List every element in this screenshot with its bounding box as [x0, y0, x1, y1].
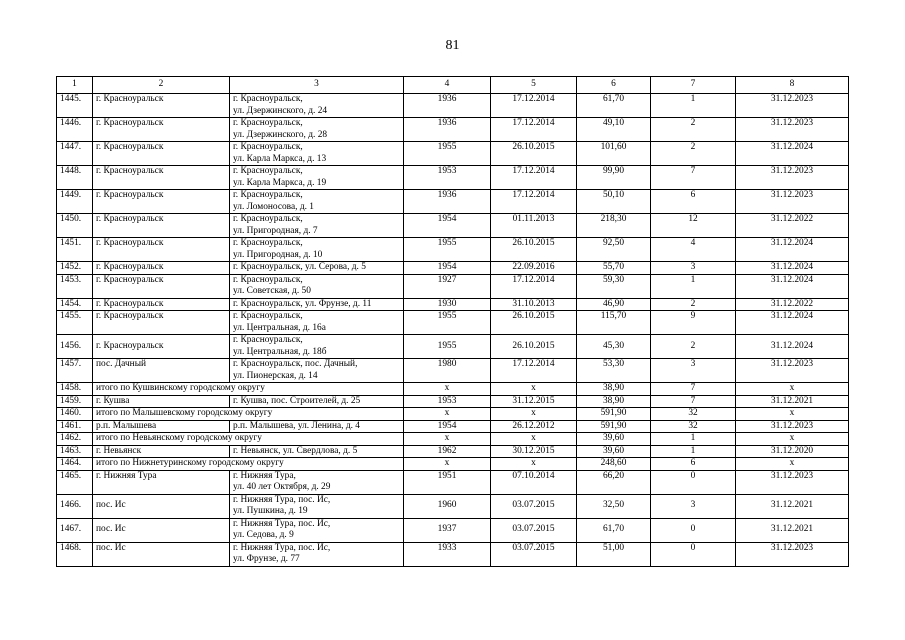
deadline-cell: 31.12.2023 [736, 542, 849, 566]
area-cell: 101,60 [577, 142, 651, 166]
locality-cell: г. Красноуральск [93, 335, 230, 359]
date-cell: 17.12.2014 [491, 166, 577, 190]
address-line: ул. Седова, д. 9 [233, 530, 294, 540]
deadline-cell: 31.12.2023 [736, 118, 849, 142]
deadline-cell: 31.12.2020 [736, 445, 849, 458]
address-line: ул. Пригородная, д. 10 [233, 249, 323, 260]
date-cell: x [491, 383, 577, 396]
deadline-cell: 31.12.2023 [736, 190, 849, 214]
area-cell: 61,70 [577, 94, 651, 118]
table-row [57, 311, 849, 335]
address-line: г. Красноуральск, ул. Серова, д. 5 [233, 262, 366, 272]
address-line: г. Красноуральск, [233, 274, 303, 285]
row-number-cell: 1450. [57, 214, 93, 238]
date-cell: 03.07.2015 [491, 494, 577, 518]
deadline-cell: 31.12.2022 [736, 214, 849, 238]
table-row [57, 359, 849, 383]
address-cell [230, 470, 404, 494]
row-number-cell: 1452. [57, 262, 93, 275]
table-row [57, 238, 849, 262]
row-number-cell: 1456. [57, 335, 93, 359]
row-number-cell: 1462. [57, 433, 93, 446]
address-cell [230, 542, 404, 566]
count-cell: 0 [651, 470, 736, 494]
table-row [57, 335, 849, 359]
count-cell: 32 [651, 408, 736, 421]
total-row [57, 408, 849, 421]
count-cell: 3 [651, 359, 736, 383]
deadline-cell: 31.12.2023 [736, 94, 849, 118]
deadline-cell: x [736, 383, 849, 396]
date-cell: x [491, 458, 577, 471]
year-cell: 1954 [404, 262, 491, 275]
address-line: г. Нижняя Тура, пос. Ис, [233, 494, 331, 505]
locality-cell: г. Красноуральск [93, 298, 230, 311]
count-cell: 2 [651, 118, 736, 142]
count-cell: 0 [651, 542, 736, 566]
year-cell: 1960 [404, 494, 491, 518]
area-cell: 248,60 [577, 458, 651, 471]
deadline-cell: 31.12.2024 [736, 262, 849, 275]
address-line: ул. Советская, д. 50 [233, 286, 311, 296]
address-line: г. Красноуральск, [233, 190, 303, 200]
address-line: г. Кушва, пос. Строителей, д. 25 [233, 395, 361, 406]
area-cell: 591,90 [577, 408, 651, 421]
locality-cell: г. Красноуральск [93, 214, 230, 238]
table-row [57, 118, 849, 142]
row-number-cell: 1455. [57, 311, 93, 335]
year-cell: 1937 [404, 518, 491, 542]
count-cell: 12 [651, 214, 736, 238]
table-row [57, 298, 849, 311]
locality-cell: г. Нижняя Тура [93, 470, 230, 494]
date-cell: 17.12.2014 [491, 94, 577, 118]
row-number-cell: 1467. [57, 518, 93, 542]
count-cell: 6 [651, 190, 736, 214]
address-cell [230, 274, 404, 298]
address-line: г. Нижняя Тура, пос. Ис, [233, 518, 331, 529]
address-line: г. Красноуральск, ул. Фрунзе, д. 11 [233, 298, 372, 309]
page-number: 81 [445, 38, 460, 53]
address-line: ул. Пионерская, д. 14 [233, 370, 318, 381]
year-cell: 1955 [404, 311, 491, 335]
area-cell: 591,90 [577, 420, 651, 433]
locality-cell: пос. Ис [93, 518, 230, 542]
year-cell: 1955 [404, 335, 491, 359]
address-line: ул. Дзержинского, д. 24 [233, 105, 328, 116]
year-cell: 1936 [404, 118, 491, 142]
table-row [57, 542, 849, 566]
address-line: г. Красноуральск, [233, 142, 303, 152]
date-cell: 31.12.2015 [491, 395, 577, 408]
date-cell: 26.10.2015 [491, 142, 577, 166]
row-number-cell: 1445. [57, 94, 93, 118]
address-line: ул. Карла Маркса, д. 13 [233, 153, 327, 164]
locality-cell: г. Невьянск [93, 445, 230, 458]
date-cell: 26.10.2015 [491, 238, 577, 262]
count-cell: 7 [651, 383, 736, 396]
locality-cell: г. Красноуральск [93, 274, 230, 298]
table-row [57, 445, 849, 458]
count-cell: 9 [651, 311, 736, 335]
area-cell: 49,10 [577, 118, 651, 142]
address-cell [230, 420, 404, 433]
area-cell: 45,30 [577, 335, 651, 359]
row-number-cell: 1458. [57, 383, 93, 396]
table-row [57, 420, 849, 433]
locality-cell: пос. Ис [93, 494, 230, 518]
area-cell: 92,50 [577, 238, 651, 262]
row-number-cell: 1466. [57, 494, 93, 518]
date-cell: 26.10.2015 [491, 335, 577, 359]
area-cell: 218,30 [577, 214, 651, 238]
date-cell: 22.09.2016 [491, 262, 577, 275]
row-number-cell: 1461. [57, 420, 93, 433]
address-cell [230, 359, 404, 383]
area-cell: 39,60 [577, 433, 651, 446]
total-row [57, 433, 849, 446]
address-line: г. Невьянск, ул. Свердлова, д. 5 [233, 445, 358, 456]
address-cell [230, 518, 404, 542]
deadline-cell: x [736, 433, 849, 446]
locality-cell: г. Красноуральск [93, 238, 230, 262]
column-header: 8 [736, 77, 849, 94]
year-cell: 1951 [404, 470, 491, 494]
year-cell: 1954 [404, 214, 491, 238]
column-header: 4 [404, 77, 491, 94]
address-line: ул. Фрунзе, д. 77 [233, 554, 300, 564]
count-cell: 2 [651, 142, 736, 166]
total-label-cell: итого по Невьянскому городскому округу [93, 433, 404, 446]
deadline-cell: 31.12.2021 [736, 494, 849, 518]
row-number-cell: 1454. [57, 298, 93, 311]
address-cell [230, 142, 404, 166]
count-cell: 2 [651, 335, 736, 359]
locality-cell: г. Красноуральск [93, 118, 230, 142]
address-cell [230, 494, 404, 518]
count-cell: 1 [651, 94, 736, 118]
deadline-cell: 31.12.2021 [736, 395, 849, 408]
header-row [57, 77, 849, 94]
table-row [57, 214, 849, 238]
year-cell: 1936 [404, 190, 491, 214]
year-cell: 1962 [404, 445, 491, 458]
year-cell: 1936 [404, 94, 491, 118]
row-number-cell: 1459. [57, 395, 93, 408]
deadline-cell: 31.12.2024 [736, 335, 849, 359]
area-cell: 38,90 [577, 383, 651, 396]
total-label-cell: итого по Кушвинскому городскому округу [93, 383, 404, 396]
deadline-cell: 31.12.2023 [736, 166, 849, 190]
year-cell: 1955 [404, 238, 491, 262]
address-line: г. Красноуральск, [233, 214, 303, 224]
area-cell: 46,90 [577, 298, 651, 311]
count-cell: 7 [651, 166, 736, 190]
table-row [57, 470, 849, 494]
address-cell [230, 94, 404, 118]
row-number-cell: 1453. [57, 274, 93, 298]
address-cell [230, 395, 404, 408]
locality-cell: г. Красноуральск [93, 262, 230, 275]
area-cell: 32,50 [577, 494, 651, 518]
year-cell: 1953 [404, 395, 491, 408]
deadline-cell: 31.12.2024 [736, 311, 849, 335]
deadline-cell: 31.12.2023 [736, 420, 849, 433]
date-cell: 17.12.2014 [491, 190, 577, 214]
deadline-cell: 31.12.2024 [736, 274, 849, 298]
year-cell: 1980 [404, 359, 491, 383]
column-header: 7 [651, 77, 736, 94]
deadline-cell: 31.12.2023 [736, 359, 849, 383]
table-row [57, 274, 849, 298]
row-number-cell: 1460. [57, 408, 93, 421]
year-cell: 1927 [404, 274, 491, 298]
date-cell: 31.10.2013 [491, 298, 577, 311]
locality-cell: пос. Дачный [93, 359, 230, 383]
address-cell [230, 262, 404, 275]
address-cell [230, 445, 404, 458]
date-cell: 03.07.2015 [491, 542, 577, 566]
column-header: 1 [57, 77, 93, 94]
locality-cell: г. Кушва [93, 395, 230, 408]
address-line: г. Красноуральск, пос. Дачный, [233, 359, 358, 369]
total-label-cell: итого по Малышевскому городскому округу [93, 408, 404, 421]
year-cell: x [404, 408, 491, 421]
table-row [57, 190, 849, 214]
area-cell: 61,70 [577, 518, 651, 542]
column-header: 2 [93, 77, 230, 94]
area-cell: 99,90 [577, 166, 651, 190]
address-line: г. Красноуральск, [233, 118, 303, 128]
area-cell: 38,90 [577, 395, 651, 408]
date-cell: 30.12.2015 [491, 445, 577, 458]
year-cell: 1955 [404, 142, 491, 166]
row-number-cell: 1448. [57, 166, 93, 190]
row-number-cell: 1449. [57, 190, 93, 214]
deadline-cell: 31.12.2024 [736, 142, 849, 166]
address-cell [230, 335, 404, 359]
year-cell: x [404, 383, 491, 396]
address-line: ул. Ломоносова, д. 1 [233, 201, 314, 212]
table-row [57, 142, 849, 166]
table-row [57, 262, 849, 275]
deadline-cell: 31.12.2022 [736, 298, 849, 311]
deadline-cell: x [736, 458, 849, 471]
row-number-cell: 1447. [57, 142, 93, 166]
address-line: г. Красноуральск, [233, 94, 303, 104]
locality-cell: пос. Ис [93, 542, 230, 566]
address-line: г. Красноуральск, [233, 166, 303, 176]
year-cell: 1953 [404, 166, 491, 190]
address-line: ул. Пригородная, д. 7 [233, 225, 318, 236]
date-cell: 17.12.2014 [491, 274, 577, 298]
locality-cell: г. Красноуральск [93, 94, 230, 118]
table-row [57, 395, 849, 408]
date-cell: 01.11.2013 [491, 214, 577, 238]
count-cell: 1 [651, 445, 736, 458]
row-number-cell: 1457. [57, 359, 93, 383]
area-cell: 115,70 [577, 311, 651, 335]
locality-cell: г. Красноуральск [93, 142, 230, 166]
area-cell: 51,00 [577, 542, 651, 566]
registry-table [56, 76, 849, 567]
address-line: ул. Дзержинского, д. 28 [233, 129, 328, 140]
table-row [57, 494, 849, 518]
date-cell: x [491, 408, 577, 421]
row-number-cell: 1465. [57, 470, 93, 494]
address-cell [230, 238, 404, 262]
count-cell: 0 [651, 518, 736, 542]
address-line: ул. Центральная, д. 18б [233, 346, 327, 357]
locality-cell: г. Красноуральск [93, 190, 230, 214]
address-cell [230, 298, 404, 311]
area-cell: 53,30 [577, 359, 651, 383]
column-header: 3 [230, 77, 404, 94]
deadline-cell: x [736, 408, 849, 421]
column-header: 6 [577, 77, 651, 94]
column-header: 5 [491, 77, 577, 94]
total-row [57, 383, 849, 396]
address-cell [230, 166, 404, 190]
row-number-cell: 1464. [57, 458, 93, 471]
count-cell: 2 [651, 298, 736, 311]
deadline-cell: 31.12.2023 [736, 470, 849, 494]
date-cell: 17.12.2014 [491, 118, 577, 142]
row-number-cell: 1463. [57, 445, 93, 458]
count-cell: 1 [651, 433, 736, 446]
locality-cell: г. Красноуральск [93, 311, 230, 335]
count-cell: 32 [651, 420, 736, 433]
locality-cell: г. Красноуральск [93, 166, 230, 190]
address-line: р.п. Малышева, ул. Ленина, д. 4 [233, 420, 360, 431]
total-row [57, 458, 849, 471]
area-cell: 50,10 [577, 190, 651, 214]
address-cell [230, 214, 404, 238]
table-row [57, 94, 849, 118]
address-line: г. Красноуральск, [233, 238, 303, 248]
count-cell: 3 [651, 262, 736, 275]
address-cell [230, 190, 404, 214]
address-line: ул. Центральная, д. 16а [233, 322, 326, 333]
row-number-cell: 1468. [57, 542, 93, 566]
year-cell: 1930 [404, 298, 491, 311]
count-cell: 6 [651, 458, 736, 471]
address-cell [230, 118, 404, 142]
address-line: ул. 40 лет Октября, д. 29 [233, 482, 331, 492]
locality-cell: р.п. Малышева [93, 420, 230, 433]
date-cell: 17.12.2014 [491, 359, 577, 383]
area-cell: 59,30 [577, 274, 651, 298]
address-line: ул. Пушкина, д. 19 [233, 506, 308, 516]
address-cell [230, 311, 404, 335]
address-line: ул. Карла Маркса, д. 19 [233, 177, 327, 188]
address-line: г. Нижняя Тура, [233, 470, 296, 481]
date-cell: x [491, 433, 577, 446]
count-cell: 4 [651, 238, 736, 262]
area-cell: 55,70 [577, 262, 651, 275]
table-row [57, 166, 849, 190]
date-cell: 26.12.2012 [491, 420, 577, 433]
deadline-cell: 31.12.2021 [736, 518, 849, 542]
table-body [57, 94, 849, 567]
count-cell: 7 [651, 395, 736, 408]
area-cell: 39,60 [577, 445, 651, 458]
year-cell: x [404, 458, 491, 471]
count-cell: 3 [651, 494, 736, 518]
date-cell: 26.10.2015 [491, 311, 577, 335]
table-row [57, 518, 849, 542]
year-cell: 1933 [404, 542, 491, 566]
total-label-cell: итого по Нижнетуринскому городскому округу [93, 458, 404, 471]
year-cell: x [404, 433, 491, 446]
address-line: г. Красноуральск, [233, 335, 303, 345]
address-line: г. Нижняя Тура, пос. Ис, [233, 542, 331, 553]
deadline-cell: 31.12.2024 [736, 238, 849, 262]
area-cell: 66,20 [577, 470, 651, 494]
count-cell: 1 [651, 274, 736, 298]
row-number-cell: 1451. [57, 238, 93, 262]
address-line: г. Красноуральск, [233, 311, 303, 321]
year-cell: 1954 [404, 420, 491, 433]
row-number-cell: 1446. [57, 118, 93, 142]
date-cell: 03.07.2015 [491, 518, 577, 542]
date-cell: 07.10.2014 [491, 470, 577, 494]
